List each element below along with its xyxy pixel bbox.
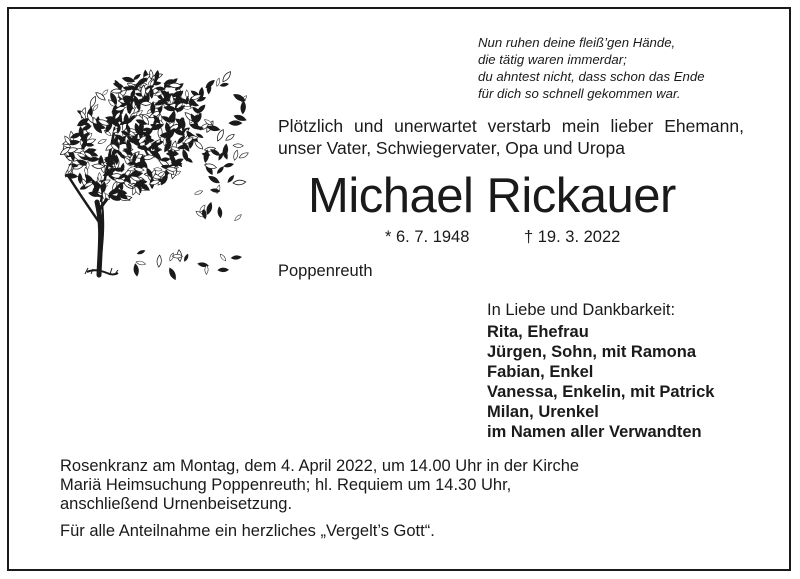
intro-line-2: unser Vater, Schwiegervater, Opa und Uropa xyxy=(278,138,625,158)
mourner-name: Fabian, Enkel xyxy=(487,363,594,381)
poem-line: für dich so schnell gekommen war. xyxy=(478,86,681,101)
service-line: Rosenkranz am Montag, dem 4. April 2022, um 14.00 Uhr in der Kirche xyxy=(60,457,580,475)
mourner-name: Jürgen, Sohn, mit Ramona xyxy=(487,343,697,361)
memorial-poem xyxy=(478,34,705,102)
death-date: † 19. 3. 2022 xyxy=(524,228,621,246)
closing-thanks: Für alle Anteilnahme ein herzliches „Vergelt’s Gott“. xyxy=(60,522,435,540)
mourner-name: Rita, Ehefrau xyxy=(487,323,589,341)
intro-line-1: Plötzlich und unerwartet verstarb mein lieber Ehemann, xyxy=(278,116,744,136)
poem-line: die tätig waren immerdar; xyxy=(478,52,627,67)
deceased-name: Michael Rickauer xyxy=(308,169,676,223)
poem-line: du ahntest nicht, dass schon das Ende xyxy=(478,69,705,84)
intro-text xyxy=(278,115,744,159)
windblown-tree-icon xyxy=(55,52,250,282)
poem-line: Nun ruhen deine fleiß’gen Hände, xyxy=(478,35,676,50)
hometown: Poppenreuth xyxy=(278,262,373,280)
mourners-list xyxy=(487,322,714,442)
mourner-name: Vanessa, Enkelin, mit Patrick xyxy=(487,383,715,401)
service-details xyxy=(60,457,579,514)
mourner-name: Milan, Urenkel xyxy=(487,403,599,421)
service-line: Mariä Heimsuchung Poppenreuth; hl. Requiem um 14.30 Uhr, xyxy=(60,476,512,494)
service-line: anschließend Urnenbeisetzung. xyxy=(60,495,293,513)
birth-date: * 6. 7. 1948 xyxy=(385,228,470,246)
mourners-heading: In Liebe und Dankbarkeit: xyxy=(487,301,676,319)
mourner-name: im Namen aller Verwandten xyxy=(487,423,702,441)
